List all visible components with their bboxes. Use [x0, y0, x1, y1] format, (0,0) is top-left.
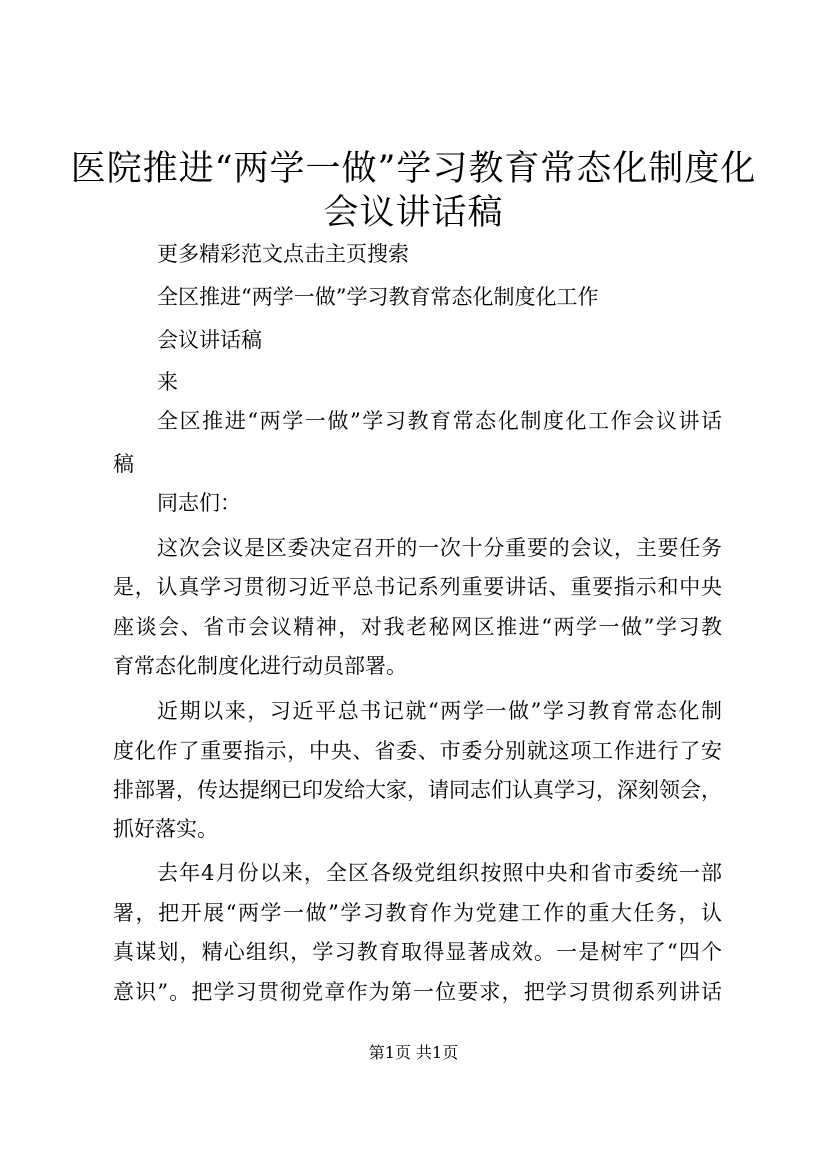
body-line: 座谈会、省市会议精神，对我老秘网区推进“两学一做”学习教 — [113, 615, 722, 639]
body-line: 排部署，传达提纲已印发给大家，请同志们认真学习，深刻领会， — [113, 778, 722, 802]
body-line: 更多精彩范文点击主页搜索 — [157, 242, 409, 266]
body-line: 去年4月份以来，全区各级党组织按照中央和省市委统一部 — [157, 861, 722, 885]
document-title-line-2: 会议讲话稿 — [323, 193, 504, 233]
body-line: 会议讲话稿 — [157, 328, 262, 352]
body-line: 意识”。把学习贯彻党章作为第一位要求，把学习贯彻系列讲话 — [113, 980, 722, 1004]
document-title-line-1: 医院推进“两学一做”学习教育常态化制度化 — [70, 149, 757, 189]
body-line: 这次会议是区委决定召开的一次十分重要的会议，主要任务 — [157, 536, 722, 560]
body-line: 同志们： — [157, 491, 241, 515]
body-line: 真谋划，精心组织，学习教育取得显著成效。一是树牢了“四个 — [113, 940, 722, 964]
body-line: 来 — [157, 370, 178, 394]
page-footer: 第1页 共1页 — [368, 1043, 459, 1062]
body-line: 度化作了重要指示，中央、省委、市委分别就这项工作进行了安 — [113, 739, 722, 763]
body-line: 育常态化制度化进行动员部署。 — [113, 654, 407, 678]
body-line: 抓好落实。 — [113, 817, 218, 841]
body-line: 稿 — [113, 452, 134, 476]
body-line: 全区推进“两学一做”学习教育常态化制度化工作 — [157, 285, 599, 309]
body-line: 署，把开展“两学一做”学习教育作为党建工作的重大任务，认 — [113, 901, 722, 925]
body-line: 是，认真学习贯彻习近平总书记系列重要讲话、重要指示和中央 — [113, 575, 722, 599]
body-line: 全区推进“两学一做”学习教育常态化制度化工作会议讲话 — [157, 409, 722, 433]
body-line: 近期以来，习近平总书记就“两学一做”学习教育常态化制 — [157, 699, 722, 723]
